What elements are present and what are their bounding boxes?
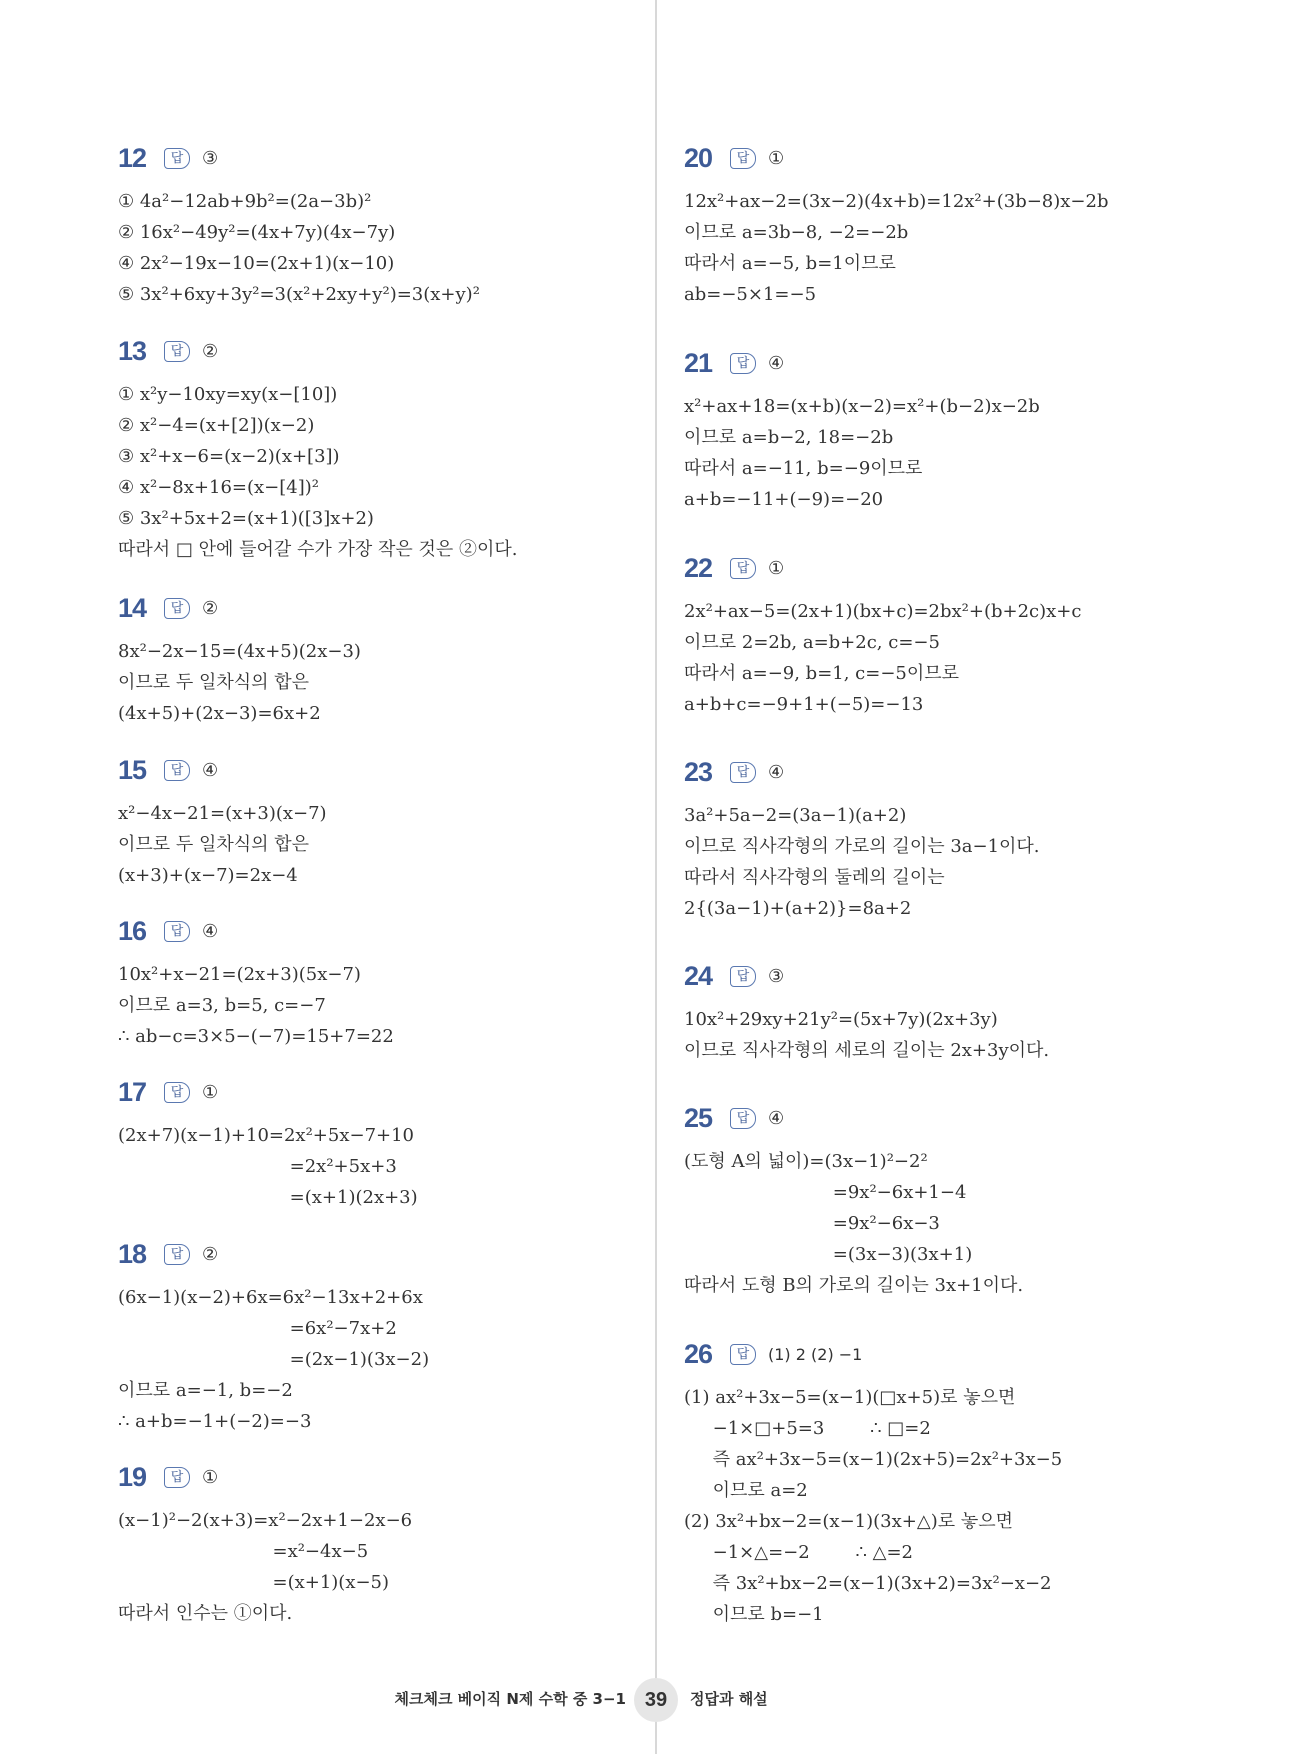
answer-badge: 답	[730, 762, 756, 783]
solution-line: =(3x−3)(3x+1)	[684, 1244, 973, 1265]
solution-line: ⑤ 3x²+6xy+3y²=3(x²+2xy+y²)=3(x+y)²	[118, 284, 480, 305]
answer-choice: ④	[768, 1107, 785, 1129]
solution-line: =x²−4x−5	[118, 1541, 369, 1562]
problem-16	[118, 913, 678, 1052]
solution-line: (2x+7)(x−1)+10=2x²+5x−7+10	[118, 1125, 415, 1146]
solution-line: 따라서 a=−9, b=1, c=−5이므로	[684, 663, 960, 684]
answer-badge: 답	[164, 1082, 190, 1103]
solution-line: ⑤ 3x²+5x+2=(x+1)([3]x+2)	[118, 508, 374, 529]
solution-line: 이므로 a=3b−8, −2=−2b	[684, 222, 909, 243]
problem-22	[684, 550, 1244, 720]
problem-19	[118, 1459, 678, 1629]
solution-line: a+b+c=−9+1+(−5)=−13	[684, 694, 924, 715]
solution-line: 8x²−2x−15=(4x+5)(2x−3)	[118, 641, 361, 662]
solution-line: 따라서 직사각형의 둘레의 길이는	[684, 867, 945, 888]
answer-badge: 답	[730, 1344, 756, 1365]
answer-choice: ①	[202, 1081, 219, 1103]
solution-line: ④ x²−8x+16=(x−[4])²	[118, 477, 319, 498]
problem-14	[118, 590, 678, 729]
solution-line: (1) ax²+3x−5=(x−1)(□x+5)로 놓으면	[684, 1387, 1016, 1408]
solution-line: 10x²+29xy+21y²=(5x+7y)(2x+3y)	[684, 1009, 998, 1030]
answer-badge: 답	[730, 966, 756, 987]
solution-line: x²+ax+18=(x+b)(x−2)=x²+(b−2)x−2b	[684, 396, 1040, 417]
solution-line: 이므로 a=2	[684, 1480, 808, 1501]
answer-badge: 답	[164, 598, 190, 619]
answer-badge: 답	[164, 341, 190, 362]
answer-choice: (1) 2 (2) −1	[768, 1344, 863, 1364]
solution-line: 따라서 □ 안에 들어갈 수가 가장 작은 것은 ②이다.	[118, 539, 518, 560]
problem-25	[684, 1100, 1244, 1301]
answer-choice: ③	[768, 965, 785, 987]
solution-line: 이므로 두 일차식의 합은	[118, 672, 310, 693]
problem-number: 19	[118, 1461, 147, 1492]
solution-line: ab=−5×1=−5	[684, 284, 817, 305]
solution-line: 2x²+ax−5=(2x+1)(bx+c)=2bx²+(b+2c)x+c	[684, 601, 1082, 622]
solution-line: 따라서 a=−11, b=−9이므로	[684, 458, 923, 479]
page-number: 39	[634, 1678, 678, 1722]
problem-17	[118, 1074, 678, 1213]
solution-line: 이므로 직사각형의 세로의 길이는 2x+3y이다.	[684, 1040, 1050, 1061]
solution-line: ④ 2x²−19x−10=(2x+1)(x−10)	[118, 253, 395, 274]
solution-line: 이므로 b=−1	[684, 1604, 824, 1625]
problem-number: 15	[118, 754, 147, 785]
answer-choice: ②	[202, 340, 219, 362]
solution-line: (2) 3x²+bx−2=(x−1)(3x+△)로 놓으면	[684, 1511, 1013, 1532]
solution-line: ∴ a+b=−1+(−2)=−3	[118, 1411, 312, 1432]
solution-line: 따라서 인수는 ①이다.	[118, 1603, 293, 1624]
answer-badge: 답	[164, 1467, 190, 1488]
answer-badge: 답	[164, 148, 190, 169]
answer-choice: ①	[202, 1466, 219, 1488]
answer-badge: 답	[164, 760, 190, 781]
solution-line: 이므로 a=3, b=5, c=−7	[118, 995, 326, 1016]
solution-line: =9x²−6x−3	[684, 1213, 940, 1234]
problem-number: 18	[118, 1238, 147, 1269]
solution-line: 따라서 a=−5, b=1이므로	[684, 253, 896, 274]
solution-line: −1×□+5=3 ∴ □=2	[684, 1418, 931, 1439]
solution-line: =(x+1)(2x+3)	[118, 1187, 418, 1208]
solution-line: 이므로 직사각형의 가로의 길이는 3a−1이다.	[684, 836, 1040, 857]
solution-line: 2{(3a−1)+(a+2)}=8a+2	[684, 898, 912, 919]
solution-line: ∴ ab−c=3×5−(−7)=15+7=22	[118, 1026, 394, 1047]
solution-line: =2x²+5x+3	[118, 1156, 397, 1177]
answer-badge: 답	[730, 353, 756, 374]
solution-line: ① x²y−10xy=xy(x−[10])	[118, 384, 338, 405]
solution-line: (도형 A의 넓이)=(3x−1)²−2²	[684, 1151, 928, 1172]
problem-number: 17	[118, 1076, 147, 1107]
problem-15	[118, 752, 678, 891]
answer-badge: 답	[164, 921, 190, 942]
solution-line: =6x²−7x+2	[118, 1318, 397, 1339]
problem-23	[684, 754, 1244, 924]
answer-choice: ④	[202, 920, 219, 942]
solution-line: (x−1)²−2(x+3)=x²−2x+1−2x−6	[118, 1510, 413, 1531]
solution-line: (4x+5)+(2x−3)=6x+2	[118, 703, 321, 724]
answer-badge: 답	[164, 1244, 190, 1265]
answer-badge: 답	[730, 558, 756, 579]
answer-choice: ①	[768, 147, 785, 169]
solution-line: a+b=−11+(−9)=−20	[684, 489, 884, 510]
answer-badge: 답	[730, 1108, 756, 1129]
problem-number: 13	[118, 335, 147, 366]
solution-line: 따라서 도형 B의 가로의 길이는 3x+1이다.	[684, 1275, 1024, 1296]
solution-line: 3a²+5a−2=(3a−1)(a+2)	[684, 805, 907, 826]
section-title: 정답과 해설	[690, 1690, 768, 1708]
problem-number: 26	[684, 1338, 713, 1369]
solution-line: −1×△=−2 ∴ △=2	[684, 1542, 914, 1563]
solution-line: 이므로 a=b−2, 18=−2b	[684, 427, 894, 448]
problem-number: 25	[684, 1102, 713, 1133]
solution-line: ② x²−4=(x+[2])(x−2)	[118, 415, 315, 436]
problem-24	[684, 958, 1244, 1066]
problem-20	[684, 140, 1244, 310]
problem-number: 23	[684, 756, 713, 787]
answer-choice: ①	[768, 557, 785, 579]
answer-choice: ②	[202, 597, 219, 619]
solution-line: 이므로 두 일차식의 합은	[118, 834, 310, 855]
solution-line: =9x²−6x+1−4	[684, 1182, 967, 1203]
problem-13	[118, 333, 678, 565]
answer-choice: ④	[202, 759, 219, 781]
answer-choice: ②	[202, 1243, 219, 1265]
solution-line: 이므로 a=−1, b=−2	[118, 1380, 293, 1401]
problem-number: 21	[684, 347, 713, 378]
answer-choice: ④	[768, 352, 785, 374]
solution-line: 즉 3x²+bx−2=(x−1)(3x+2)=3x²−x−2	[684, 1573, 1052, 1594]
problem-number: 12	[118, 142, 147, 173]
solution-line: ① 4a²−12ab+9b²=(2a−3b)²	[118, 191, 372, 212]
problem-12	[118, 140, 678, 310]
solution-line: =(2x−1)(3x−2)	[118, 1349, 430, 1370]
solution-line: 이므로 2=2b, a=b+2c, c=−5	[684, 632, 940, 653]
problem-number: 14	[118, 592, 147, 623]
answer-choice: ③	[202, 147, 219, 169]
solution-line: ③ x²+x−6=(x−2)(x+[3])	[118, 446, 340, 467]
answer-choice: ④	[768, 761, 785, 783]
problem-18	[118, 1236, 678, 1437]
solution-line: x²−4x−21=(x+3)(x−7)	[118, 803, 327, 824]
solution-line: (x+3)+(x−7)=2x−4	[118, 865, 298, 886]
problem-number: 20	[684, 142, 713, 173]
solution-line: 10x²+x−21=(2x+3)(5x−7)	[118, 964, 361, 985]
problem-number: 16	[118, 915, 147, 946]
answer-badge: 답	[730, 148, 756, 169]
solution-line: (6x−1)(x−2)+6x=6x²−13x+2+6x	[118, 1287, 423, 1308]
solution-line: 즉 ax²+3x−5=(x−1)(2x+5)=2x²+3x−5	[684, 1449, 1063, 1470]
solution-line: 12x²+ax−2=(3x−2)(4x+b)=12x²+(3b−8)x−2b	[684, 191, 1109, 212]
problem-21	[684, 345, 1244, 515]
problem-number: 22	[684, 552, 713, 583]
solution-line: =(x+1)(x−5)	[118, 1572, 390, 1593]
page-footer	[0, 1678, 1300, 1722]
book-title: 체크체크 베이직 N제 수학 중 3−1	[394, 1690, 626, 1708]
problem-number: 24	[684, 960, 713, 991]
problem-26	[684, 1336, 1244, 1630]
solution-line: ② 16x²−49y²=(4x+7y)(4x−7y)	[118, 222, 396, 243]
